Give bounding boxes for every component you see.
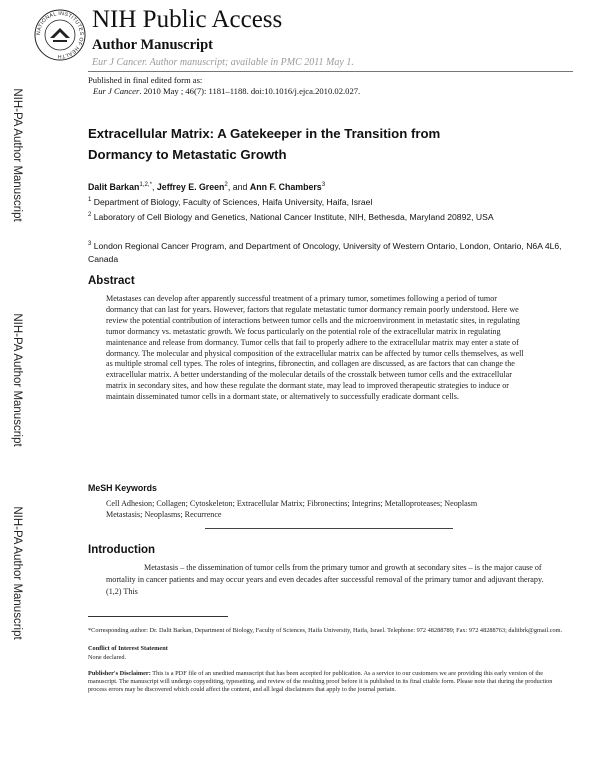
author-name: Dalit Barkan <box>88 181 140 192</box>
corresponding-author-footnote: *Corresponding author: Dr. Dalit Barkan, Department of Biology, Faculty of Sciences, Haifa University, Haifa, Israel. Telephone: 972 48288789; Fax: 972 48288763; dalitbrk@gmail.com. <box>88 627 563 634</box>
header-title: NIH Public Access <box>92 6 283 33</box>
introduction-text <box>106 562 548 599</box>
side-label-2: NIH-PA Author Manuscript <box>11 313 23 447</box>
conflict-heading: Conflict of Interest Statement <box>88 645 168 652</box>
publisher-disclaimer <box>88 670 556 694</box>
published-details: . 2010 May ; 46(7): 1181–1188. doi:10.1016/j.ejca.2010.02.027. <box>139 86 361 96</box>
published-label: Published in final edited form as: <box>88 75 203 85</box>
abstract-heading: Abstract <box>88 275 135 287</box>
author-name: Ann F. Chambers <box>249 181 322 192</box>
author-affiliation-marker: 3 <box>321 181 326 188</box>
side-label-1: NIH-PA Author Manuscript <box>11 88 23 222</box>
introduction-heading: Introduction <box>88 544 156 556</box>
header-rule <box>88 71 573 72</box>
nih-logo <box>33 8 87 62</box>
mesh-heading: MeSH Keywords <box>88 483 157 493</box>
author-affiliation-marker: 1,2,* <box>139 181 153 188</box>
footnote-divider <box>88 616 228 617</box>
disclaimer-label: Publisher's Disclaimer: <box>88 670 151 677</box>
published-citation <box>93 86 360 96</box>
conflict-text: None declared. <box>88 654 127 661</box>
header-subtitle: Author Manuscript <box>92 37 213 53</box>
affiliation-2: $^2$ Laboratory of Cell Biology and Genetics, National Cancer Institute, NIH, Bethesda, Maryland 20892, USA <box>88 211 494 222</box>
author-list: Dalit Barkan$^{1,2,*}$, Jeffrey E. Green$^2$, and Ann F. Chambers$^3$ <box>88 181 326 192</box>
article-title-line-2: Dormancy to Metastatic Growth <box>88 147 287 162</box>
header-journal-line: Eur J Cancer. Author manuscript; available in PMC 2011 May 1. <box>92 57 354 68</box>
published-journal: Eur J Cancer <box>93 86 140 96</box>
article-title <box>88 123 568 165</box>
affiliation-3: $^3$ London Regional Cancer Program, and Department of Oncology, University of Western Ontario, London, Ontario, N6A 4L6, Canada <box>88 240 562 264</box>
svg-text:NATIONAL INSTITUTES OF HEALTH <box>36 11 84 59</box>
disclaimer-text: This is a PDF file of an unedited manuscript that has been accepted for publication. As a service to our customers we are providing this early version of the manuscript. The manuscript will undergo copyediting, typesetting, and review of the resulting proof before it is published in its final citable form. Please note that during the production process errors may be discovered which could affect the content, and all legal disclaimers that apply to the journal pertain. <box>88 670 553 693</box>
section-divider <box>205 528 453 529</box>
introduction-body: Metastasis – the dissemination of tumor cells from the primary tumor and growth at secondary sites – is the major cause of mortality in cancer patients and may occur years and even decades after successful removal of the primary tumor and adjuvant therapy.(1,2) This <box>106 563 544 597</box>
author-affiliation-marker: 2 <box>224 181 228 188</box>
abstract-text: Metastases can develop after apparently successful treatment of a primary tumor, sometimes following a period of tumor dormancy that can last for years. However, factors that regulate metastatic tumor dormancy remain poorly understood. Here we review the potential contribution of interactions between tumor cells and the microenvironment in metastatic sites, in regulating tumor dormancy vs. metastatic growth. We focus particularly on the potential role of the extracellular matrix in regulating maintenance and release from dormancy. Tumor cells that fail to properly adhere to the extracellular matrix may enter a state of dormancy. The molecular and physical composition of the extracellular matrix can be affected by tumor cells themselves, as well as multiple stromal cell types. The roles of integrins, fibronectin, and collagen are discussed, as are factors that can change the extracellular matrix. A better understanding of the molecular details of the crosstalk between tumor cells and the extracellular matrix in secondary sites, and how these regulate the dormant state, may lead to improved therapeutic strategies to induce or maintain disseminated tumor cells in a dormant state, or alternatively to successfully eradicate dormant cells. <box>106 294 524 402</box>
side-label-3: NIH-PA Author Manuscript <box>11 506 23 640</box>
article-title-line-1: Extracellular Matrix: A Gatekeeper in the Transition from <box>88 126 441 141</box>
author-name: Jeffrey E. Green <box>156 181 225 192</box>
mesh-keywords: Cell Adhesion; Collagen; Cytoskeleton; Extracellular Matrix; Fibronectins; Integrins; Metalloproteases; Neoplasm Metastasis; Neoplasms; Recurrence <box>106 499 478 519</box>
affiliation-1: $^1$ Department of Biology, Faculty of Sciences, Haifa University, Haifa, Israel <box>88 196 373 207</box>
logo-ring-text: NATIONAL INSTITUTES OF HEALTH <box>35 10 85 60</box>
